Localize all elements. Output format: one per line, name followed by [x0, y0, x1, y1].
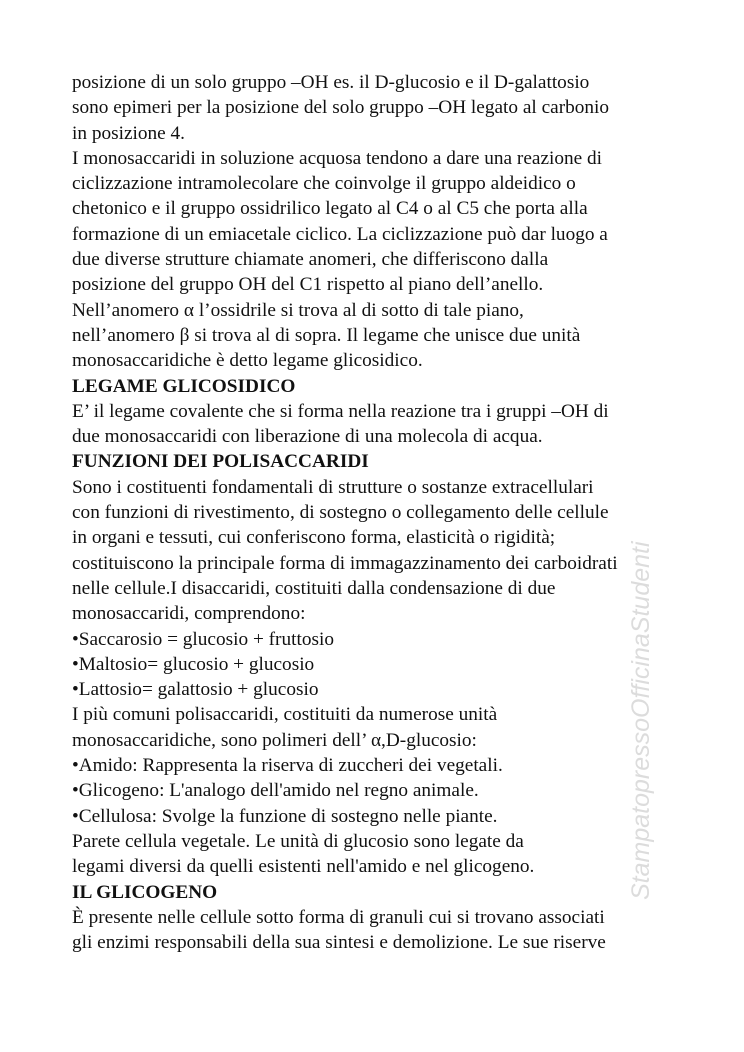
section-heading: IL GLICOGENO [72, 881, 218, 903]
text-line: costituiscono la principale forma di immagazzinamento dei carboidrati [72, 552, 618, 574]
text-line: Parete cellula vegetale. Le unità di glucosio sono legate da [72, 830, 524, 852]
text-line: in posizione 4. [72, 122, 185, 144]
text-line: •Amido: Rappresenta la riserva di zuccheri dei vegetali. [72, 755, 503, 777]
text-line: •Cellulosa: Svolge la funzione di sostegno nelle piante. [72, 805, 498, 827]
text-line: monosaccaridiche, sono polimeri dell’ α,D-glucosio: [72, 729, 477, 751]
text-line: legami diversi da quelli esistenti nell'amido e nel glicogeno. [72, 856, 535, 878]
text-line: ciclizzazione intramolecolare che coinvolge il gruppo aldeidico o [72, 173, 576, 195]
text-line: due monosaccaridi con liberazione di una molecola di acqua. [72, 426, 543, 448]
watermark: StampatopressoOfficinaStudenti [627, 541, 655, 900]
text-line: chetonico e il gruppo ossidrilico legato al C4 o al C5 che porta alla [72, 198, 588, 220]
text-line: monosaccaridi, comprendono: [72, 603, 306, 625]
text-line: posizione di un solo gruppo –OH es. il D-glucosio e il D-galattosio [72, 72, 590, 93]
text-line: gli enzimi responsabili della sua sintesi e demolizione. Le sue riserve [72, 932, 606, 954]
text-line: Sono i costituenti fondamentali di strutture o sostanze extracellulari [72, 476, 594, 498]
text-line: con funzioni di rivestimento, di sostegno o collegamento delle cellule [72, 502, 609, 524]
text-line: È presente nelle cellule sotto forma di granuli cui si trovano associati [72, 906, 605, 928]
document-body [72, 70, 692, 955]
text-line: posizione del gruppo OH del C1 rispetto al piano dell’anello. [72, 274, 544, 296]
text-line: •Glicogeno: L'analogo dell'amido nel regno animale. [72, 780, 479, 802]
text-line: due diverse strutture chiamate anomeri, che differiscono dalla [72, 249, 549, 271]
text-line: nell’anomero β si trova al di sopra. Il legame che unisce due unità [72, 324, 581, 346]
text-line: formazione di un emiacetale ciclico. La ciclizzazione può dar luogo a [72, 223, 608, 245]
text-line: I monosaccaridi in soluzione acquosa tendono a dare una reazione di [72, 147, 603, 169]
text-line: monosaccaridiche è detto legame glicosidico. [72, 350, 423, 372]
text-line: •Maltosio= glucosio + glucosio [72, 653, 315, 675]
text-line: nelle cellule.I disaccaridi, costituiti dalla condensazione di due [72, 577, 556, 599]
text-line: Nell’anomero α l’ossidrile si trova al di sotto di tale piano, [72, 299, 524, 321]
text-line: sono epimeri per la posizione del solo gruppo –OH legato al carbonio [72, 97, 610, 119]
section-heading: FUNZIONI DEI POLISACCARIDI [72, 451, 369, 473]
text-line: in organi e tessuti, cui conferiscono forma, elasticità o rigidità; [72, 527, 556, 549]
text-line: •Lattosio= galattosio + glucosio [72, 679, 319, 701]
section-heading: LEGAME GLICOSIDICO [72, 375, 296, 397]
text-line: I più comuni polisaccaridi, costituiti da numerose unità [72, 704, 498, 726]
text-line: E’ il legame covalente che si forma nella reazione tra i gruppi –OH di [72, 400, 609, 422]
text-line: •Saccarosio = glucosio + fruttosio [72, 628, 334, 650]
